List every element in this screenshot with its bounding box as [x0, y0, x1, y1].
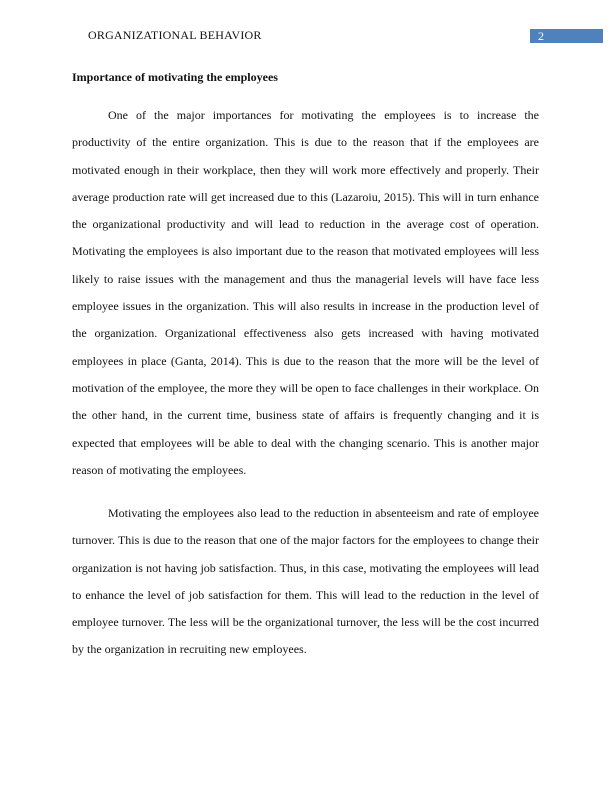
page-number: 2 [538, 29, 544, 43]
section-heading: Importance of motivating the employees [72, 70, 278, 84]
page-number-box [530, 29, 603, 43]
running-head: ORGANIZATIONAL BEHAVIOR [88, 28, 262, 42]
body-paragraph-1: One of the major importances for motivating the employees is to increase the productivity of the entire organization. This is due to the reason that if the employees are motivated enough in their workplace, then they will work more effectively and properly. Their average production rate will get increased due to this (Lazaroiu, 2015). This will in turn enhance the organizational productivity and will lead to reduction in the average cost of operation. Motivating the employees is also important due to the reason that motivated employees will less likely to raise issues with the management and thus the managerial levels will have face less employee issues in the organization. This will also results in increase in the production level of the organization. Organizational effectiveness also gets increased with having motivated employees in place (Ganta, 2014). This is due to the reason that the more will be the level of motivation of the employee, the more they will be open to face challenges in their workplace. On the other hand, in the current time, business state of affairs is frequently changing and it is expected that employees will be able to deal with the changing scenario. This is another major reason of motivating the employees. [72, 108, 539, 477]
body-paragraph-2: Motivating the employees also lead to the reduction in absenteeism and rate of employee turnover. This is due to the reason that one of the major factors for the employees to change their organization is not having job satisfaction. Thus, in this case, motivating the employees will lead to enhance the level of job satisfaction for them. This will lead to the reduction in the level of employee turnover. The less will be the organizational turnover, the less will be the cost incurred by the organization in recruiting new employees. [72, 506, 539, 657]
